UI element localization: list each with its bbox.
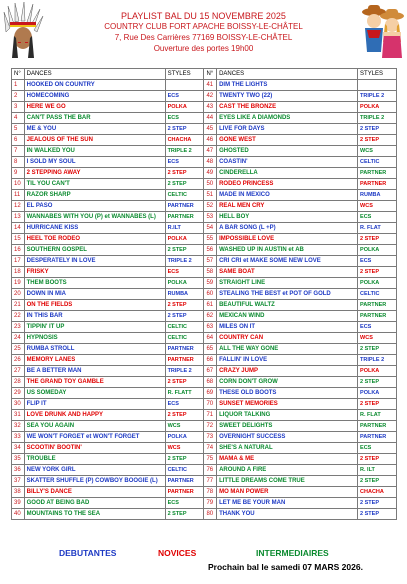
- dance-number: 37: [12, 476, 25, 487]
- table-row: [12, 146, 397, 157]
- legend-intermediaires: INTERMEDIAIRES: [256, 548, 329, 558]
- table-row: [12, 300, 397, 311]
- dance-name: DOWN IN MIA: [24, 289, 165, 300]
- dance-style: CELTIC: [165, 465, 204, 476]
- dance-name: BILLY'S DANCE: [24, 487, 165, 498]
- dance-style: PARTNER: [358, 179, 397, 190]
- dance-name: BE A BETTER MAN: [24, 366, 165, 377]
- dance-name: FLIP IT: [24, 399, 165, 410]
- dance-name: THANK YOU: [217, 509, 358, 520]
- table-row: [12, 80, 397, 91]
- dance-number: 42: [204, 91, 217, 102]
- dance-number: 50: [204, 179, 217, 190]
- dance-number: 16: [12, 245, 25, 256]
- dance-number: 51: [204, 190, 217, 201]
- venue-address: 7, Rue Des Carrières 77169 BOISSY-LE-CHÂTEL: [114, 33, 293, 42]
- dance-style: 2 STEP: [165, 377, 204, 388]
- dance-number: 5: [12, 124, 25, 135]
- dance-number: 15: [12, 234, 25, 245]
- dance-name: BEAUTIFUL WALTZ: [217, 300, 358, 311]
- table-row: [12, 289, 397, 300]
- dance-number: 41: [204, 80, 217, 91]
- playlist-title: PLAYLIST BAL DU 15 NOVEMBRE 2025: [121, 11, 286, 21]
- dance-number: 13: [12, 212, 25, 223]
- dance-name: HERE WE GO: [24, 102, 165, 113]
- dance-style: 2 STEP: [165, 124, 204, 135]
- dance-style: R. FLATT: [165, 388, 204, 399]
- dance-name: THE GRAND TOY GAMBLE: [24, 377, 165, 388]
- dance-name: SWEET DELIGHTS: [217, 421, 358, 432]
- dance-name: DIM THE LIGHTS: [217, 80, 358, 91]
- dance-name: MADE IN MEXICO: [217, 190, 358, 201]
- dance-number: 23: [12, 322, 25, 333]
- dance-style: PARTNER: [358, 421, 397, 432]
- dance-style: POLKA: [165, 278, 204, 289]
- table-row: [12, 91, 397, 102]
- dance-name: LIQUOR TALKING: [217, 410, 358, 421]
- col-header-styles: STYLES: [358, 69, 397, 80]
- dance-style: WCS: [165, 443, 204, 454]
- col-header-num: N°: [12, 69, 25, 80]
- dance-number: 11: [12, 190, 25, 201]
- dance-style: [358, 80, 397, 91]
- dance-number: 40: [12, 509, 25, 520]
- dance-style: 2 STEP: [165, 300, 204, 311]
- table-row: [12, 135, 397, 146]
- dance-number: 26: [12, 355, 25, 366]
- dance-name: GONE WEST: [217, 135, 358, 146]
- dance-style: CHACHA: [165, 135, 204, 146]
- dance-number: 43: [204, 102, 217, 113]
- dance-name: IN THIS BAR: [24, 311, 165, 322]
- table-row: [12, 421, 397, 432]
- dance-name: CORN DON'T GROW: [217, 377, 358, 388]
- dance-name: FALLIN' IN LOVE: [217, 355, 358, 366]
- dance-style: TRIPLE 2: [165, 256, 204, 267]
- dance-name: EYES LIKE A DIAMONDS: [217, 113, 358, 124]
- dance-style: 2 STEP: [165, 179, 204, 190]
- dance-number: 28: [12, 377, 25, 388]
- dance-style: PARTNER: [165, 476, 204, 487]
- dance-number: 20: [12, 289, 25, 300]
- dance-number: 67: [204, 366, 217, 377]
- table-row: [12, 388, 397, 399]
- dance-number: 71: [204, 410, 217, 421]
- dance-name: 2 STEPPING AWAY: [24, 168, 165, 179]
- dance-number: 19: [12, 278, 25, 289]
- venue-name: COUNTRY CLUB FORT APACHE BOISSY-LE-CHÂTEL: [104, 22, 303, 31]
- table-row: [12, 223, 397, 234]
- dance-name: LET ME BE YOUR MAN: [217, 498, 358, 509]
- dance-name: TIL YOU CAN'T: [24, 179, 165, 190]
- dance-style: TRIPLE 2: [165, 146, 204, 157]
- dance-number: 6: [12, 135, 25, 146]
- dance-name: OVERNIGHT SUCCESS: [217, 432, 358, 443]
- dance-style: PARTNER: [358, 168, 397, 179]
- dance-name: THEM BOOTS: [24, 278, 165, 289]
- dance-style: 2 STEP: [358, 234, 397, 245]
- dance-number: 22: [12, 311, 25, 322]
- dance-style: 2 STEP: [165, 168, 204, 179]
- dance-name: I SOLD MY SOUL: [24, 157, 165, 168]
- dance-style: TRIPLE 2: [358, 355, 397, 366]
- dance-number: 69: [204, 388, 217, 399]
- dance-style: POLKA: [358, 102, 397, 113]
- table-row: [12, 476, 397, 487]
- col-header-dances: DANCES: [217, 69, 358, 80]
- table-row: [12, 201, 397, 212]
- dance-style: R. FLAT: [358, 223, 397, 234]
- table-row: [12, 454, 397, 465]
- dance-style: 2 STEP: [358, 344, 397, 355]
- table-row: [12, 377, 397, 388]
- dance-style: 2 STEP: [358, 476, 397, 487]
- dance-number: 45: [204, 124, 217, 135]
- dance-name: STEALING THE BEST et POT OF GOLD: [217, 289, 358, 300]
- dance-number: 63: [204, 322, 217, 333]
- dance-number: 59: [204, 278, 217, 289]
- table-header-row: [12, 69, 397, 80]
- dance-name: COASTIN': [217, 157, 358, 168]
- dance-name: CAN'T PASS THE BAR: [24, 113, 165, 124]
- table-row: [12, 432, 397, 443]
- dance-number: 25: [12, 344, 25, 355]
- dance-name: HYPNOSIS: [24, 333, 165, 344]
- dance-style: PARTNER: [358, 432, 397, 443]
- dance-number: 14: [12, 223, 25, 234]
- legend-debutantes: DEBUTANTES: [59, 548, 117, 558]
- legend-novices: NOVICES: [158, 548, 197, 558]
- table-row: [12, 267, 397, 278]
- dance-style: CELTIC: [165, 333, 204, 344]
- table-row: [12, 399, 397, 410]
- dance-style: WCS: [358, 333, 397, 344]
- dance-style: 2 STEP: [165, 509, 204, 520]
- dance-number: 62: [204, 311, 217, 322]
- dance-style: 2 STEP: [358, 399, 397, 410]
- dance-number: 33: [12, 432, 25, 443]
- col-header-dances: DANCES: [24, 69, 165, 80]
- dance-number: 79: [204, 498, 217, 509]
- dance-style: ECS: [165, 91, 204, 102]
- dance-number: 46: [204, 135, 217, 146]
- dance-style: POLKA: [358, 366, 397, 377]
- dance-number: 36: [12, 465, 25, 476]
- dance-number: 21: [12, 300, 25, 311]
- dance-number: 39: [12, 498, 25, 509]
- dance-number: 18: [12, 267, 25, 278]
- table-row: [12, 366, 397, 377]
- dance-style: R. FLAT: [358, 410, 397, 421]
- table-row: [12, 245, 397, 256]
- dance-style: PARTNER: [165, 355, 204, 366]
- dance-name: MAMA & ME: [217, 454, 358, 465]
- dance-style: 2 STEP: [358, 377, 397, 388]
- dance-name: RAZOR SHARP: [24, 190, 165, 201]
- dance-name: AROUND A FIRE: [217, 465, 358, 476]
- dance-name: MOUNTAINS TO THE SEA: [24, 509, 165, 520]
- dance-name: WANNABES WITH YOU (P) et WANNABES (L): [24, 212, 165, 223]
- dance-style: CELTIC: [358, 157, 397, 168]
- dance-style: POLKA: [358, 388, 397, 399]
- dance-style: CELTIC: [165, 190, 204, 201]
- dance-number: 56: [204, 245, 217, 256]
- dance-number: 8: [12, 157, 25, 168]
- dance-style: TRIPLE 2: [358, 113, 397, 124]
- table-row: [12, 179, 397, 190]
- dance-number: 70: [204, 399, 217, 410]
- dance-style: POLKA: [358, 278, 397, 289]
- dance-name: ON THE FIELDS: [24, 300, 165, 311]
- table-row: [12, 509, 397, 520]
- dance-style: 2 STEP: [165, 311, 204, 322]
- dance-name: GOOD AT BEING BAD: [24, 498, 165, 509]
- dance-number: 61: [204, 300, 217, 311]
- dance-name: HURRICANE KISS: [24, 223, 165, 234]
- dance-name: EL PASO: [24, 201, 165, 212]
- dance-style: CELTIC: [165, 322, 204, 333]
- dance-number: 24: [12, 333, 25, 344]
- table-row: [12, 234, 397, 245]
- table-row: [12, 190, 397, 201]
- dance-name: US SOMEDAY: [24, 388, 165, 399]
- dance-name: RODEO PRINCESS: [217, 179, 358, 190]
- dance-number: 31: [12, 410, 25, 421]
- dance-name: GHOSTED: [217, 146, 358, 157]
- dance-style: 2 STEP: [358, 454, 397, 465]
- dance-style: 2 STEP: [358, 267, 397, 278]
- dance-name: CAST THE BRONZE: [217, 102, 358, 113]
- dance-style: CHACHA: [358, 487, 397, 498]
- dance-name: WE WON'T FORGET et WON'T FORGET: [24, 432, 165, 443]
- dance-name: MILES ON IT: [217, 322, 358, 333]
- dance-style: ECS: [165, 267, 204, 278]
- dance-name: HOOKED ON COUNTRY: [24, 80, 165, 91]
- table-row: [12, 355, 397, 366]
- dance-number: 34: [12, 443, 25, 454]
- dance-style: 2 STEP: [165, 454, 204, 465]
- dance-style: TRIPLE 2: [165, 366, 204, 377]
- dance-name: MO MAN POWER: [217, 487, 358, 498]
- dance-style: [165, 80, 204, 91]
- dance-name: LIVE FOR DAYS: [217, 124, 358, 135]
- dance-name: HOMECOMING: [24, 91, 165, 102]
- dance-name: SKATTER SHUFFLE (P) COWBOY BOOGIE (L): [24, 476, 165, 487]
- dance-name: NEW YORK GIRL: [24, 465, 165, 476]
- dance-number: 66: [204, 355, 217, 366]
- dance-number: 52: [204, 201, 217, 212]
- playlist-table: [11, 68, 397, 520]
- dance-number: 65: [204, 344, 217, 355]
- dance-name: THESE OLD BOOTS: [217, 388, 358, 399]
- dance-number: 57: [204, 256, 217, 267]
- dance-name: COUNTRY CAN: [217, 333, 358, 344]
- table-row: [12, 311, 397, 322]
- table-row: [12, 168, 397, 179]
- dance-style: ECS: [358, 256, 397, 267]
- dance-style: ECS: [165, 498, 204, 509]
- dance-number: 1: [12, 80, 25, 91]
- dance-number: 17: [12, 256, 25, 267]
- dance-name: HELL BOY: [217, 212, 358, 223]
- dance-name: FRISKY: [24, 267, 165, 278]
- table-row: [12, 344, 397, 355]
- dance-style: RUMBA: [358, 190, 397, 201]
- dance-number: 73: [204, 432, 217, 443]
- next-ball-note: Prochain bal le samedi 07 MARS 2026.: [208, 562, 363, 572]
- table-row: [12, 487, 397, 498]
- dance-name: TIPPIN' IT UP: [24, 322, 165, 333]
- dance-name: ME & YOU: [24, 124, 165, 135]
- dance-number: 2: [12, 91, 25, 102]
- table-row: [12, 443, 397, 454]
- dance-name: RUMBA STROLL: [24, 344, 165, 355]
- dance-style: WCS: [358, 201, 397, 212]
- dance-number: 44: [204, 113, 217, 124]
- dance-name: HEEL TOE RODEO: [24, 234, 165, 245]
- dance-number: 30: [12, 399, 25, 410]
- dance-name: STRAIGHT LINE: [217, 278, 358, 289]
- dance-number: 76: [204, 465, 217, 476]
- dance-number: 3: [12, 102, 25, 113]
- dance-name: LITTLE DREAMS COME TRUE: [217, 476, 358, 487]
- dance-number: 27: [12, 366, 25, 377]
- dance-style: POLKA: [165, 234, 204, 245]
- dance-name: TROUBLE: [24, 454, 165, 465]
- dance-name: MEXICAN WIND: [217, 311, 358, 322]
- dance-style: ECS: [165, 157, 204, 168]
- native-chief-logo: [2, 2, 44, 58]
- dance-number: 53: [204, 212, 217, 223]
- dance-name: WASHED UP IN AUSTIN et AB: [217, 245, 358, 256]
- dance-style: 2 STEP: [358, 498, 397, 509]
- dance-name: SOUTHERN GOSPEL: [24, 245, 165, 256]
- dance-style: 2 STEP: [165, 245, 204, 256]
- dance-style: 2 STEP: [358, 509, 397, 520]
- dance-style: PARTNER: [165, 487, 204, 498]
- dance-style: WCS: [358, 146, 397, 157]
- dance-number: 49: [204, 168, 217, 179]
- dance-number: 68: [204, 377, 217, 388]
- dance-style: 2 STEP: [358, 124, 397, 135]
- dance-style: PARTNER: [165, 344, 204, 355]
- table-row: [12, 113, 397, 124]
- dance-style: ECS: [358, 443, 397, 454]
- dance-number: 29: [12, 388, 25, 399]
- dance-number: 48: [204, 157, 217, 168]
- dance-name: A BAR SONG (L +P): [217, 223, 358, 234]
- dance-style: POLKA: [165, 102, 204, 113]
- dance-number: 10: [12, 179, 25, 190]
- cowboy-cowgirl-logo: [361, 2, 405, 60]
- dance-style: PARTNER: [165, 212, 204, 223]
- dance-style: R.ILT: [165, 223, 204, 234]
- dance-style: 2 STEP: [358, 135, 397, 146]
- dance-number: 75: [204, 454, 217, 465]
- dance-number: 60: [204, 289, 217, 300]
- dance-name: SUNSET MEMORIES: [217, 399, 358, 410]
- dance-style: PARTNER: [165, 201, 204, 212]
- dance-name: CRI CRI et MAKE SOME NEW LOVE: [217, 256, 358, 267]
- dance-style: ECS: [358, 212, 397, 223]
- dance-name: LOVE DRUNK AND HAPPY: [24, 410, 165, 421]
- dance-name: CINDERELLA: [217, 168, 358, 179]
- dance-number: 78: [204, 487, 217, 498]
- table-row: [12, 124, 397, 135]
- dance-number: 35: [12, 454, 25, 465]
- dance-name: TWENTY TWO (22): [217, 91, 358, 102]
- dance-number: 55: [204, 234, 217, 245]
- dance-name: SEA YOU AGAIN: [24, 421, 165, 432]
- dance-name: REAL MEN CRY: [217, 201, 358, 212]
- page-header: [0, 0, 407, 68]
- dance-style: R. ILT: [358, 465, 397, 476]
- table-row: [12, 278, 397, 289]
- dance-number: 7: [12, 146, 25, 157]
- col-header-num: N°: [204, 69, 217, 80]
- dance-number: 74: [204, 443, 217, 454]
- table-row: [12, 498, 397, 509]
- table-row: [12, 322, 397, 333]
- table-row: [12, 256, 397, 267]
- dance-number: 58: [204, 267, 217, 278]
- dance-style: ECS: [165, 113, 204, 124]
- dance-style: ECS: [358, 322, 397, 333]
- dance-style: ECS: [165, 399, 204, 410]
- dance-name: SAME BOAT: [217, 267, 358, 278]
- dance-name: SHE'S A NATURAL: [217, 443, 358, 454]
- dance-number: 47: [204, 146, 217, 157]
- table-row: [12, 410, 397, 421]
- dance-name: CRAZY JUMP: [217, 366, 358, 377]
- table-row: [12, 333, 397, 344]
- dance-number: 77: [204, 476, 217, 487]
- dance-style: 2 STEP: [165, 410, 204, 421]
- dance-number: 12: [12, 201, 25, 212]
- dance-number: 4: [12, 113, 25, 124]
- dance-style: POLKA: [165, 432, 204, 443]
- dance-number: 9: [12, 168, 25, 179]
- dance-style: CELTIC: [358, 289, 397, 300]
- table-row: [12, 157, 397, 168]
- dance-name: SCOOTIN' BOOTIN': [24, 443, 165, 454]
- dance-number: 54: [204, 223, 217, 234]
- table-row: [12, 102, 397, 113]
- dance-style: TRIPLE 2: [358, 91, 397, 102]
- opening-time: Ouverture des portes 19h00: [153, 44, 254, 53]
- dance-number: 32: [12, 421, 25, 432]
- table-row: [12, 212, 397, 223]
- dance-name: MEMORY LANES: [24, 355, 165, 366]
- col-header-styles: STYLES: [165, 69, 204, 80]
- dance-name: IMPOSSIBLE LOVE: [217, 234, 358, 245]
- dance-number: 38: [12, 487, 25, 498]
- dance-style: RUMBA: [165, 289, 204, 300]
- dance-name: IN WALKED YOU: [24, 146, 165, 157]
- dance-style: PARTNER: [358, 311, 397, 322]
- dance-number: 80: [204, 509, 217, 520]
- dance-name: DESPERATELY IN LOVE: [24, 256, 165, 267]
- table-row: [12, 465, 397, 476]
- dance-style: POLKA: [358, 245, 397, 256]
- dance-style: WCS: [165, 421, 204, 432]
- dance-style: PARTNER: [358, 300, 397, 311]
- dance-number: 64: [204, 333, 217, 344]
- dance-name: ALL THE WAY GONE: [217, 344, 358, 355]
- dance-number: 72: [204, 421, 217, 432]
- dance-name: JEALOUS OF THE SUN: [24, 135, 165, 146]
